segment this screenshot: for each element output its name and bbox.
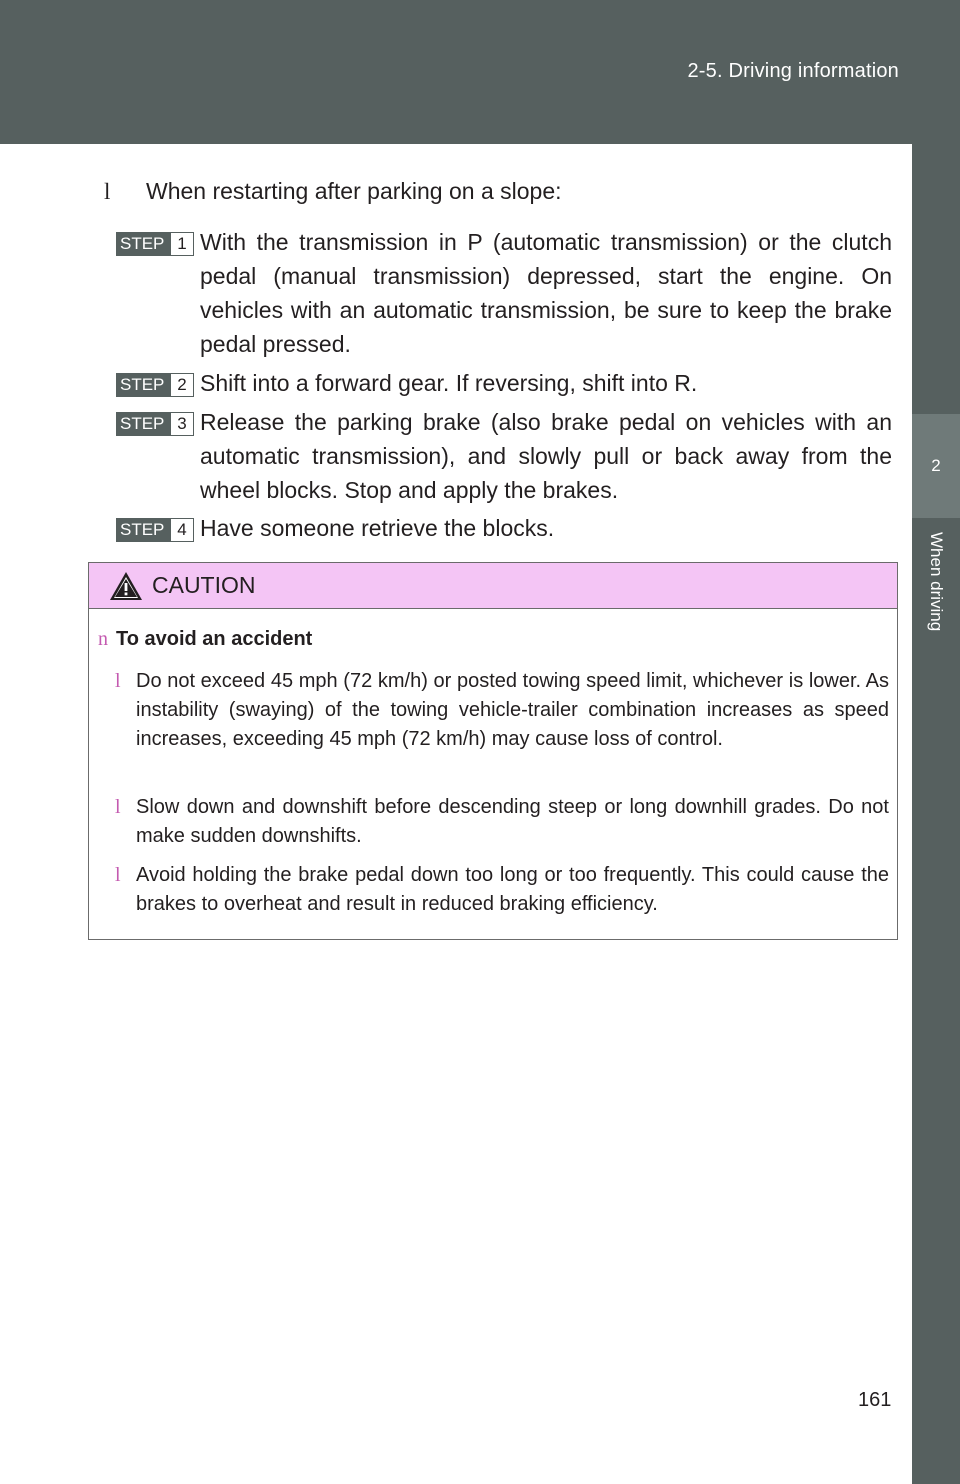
step-number: 3 — [170, 412, 194, 436]
step-number: 1 — [170, 232, 194, 256]
section-title: 2-5. Driving information — [687, 60, 899, 82]
page-number: 161 — [858, 1389, 892, 1411]
intro-text: When restarting after parking on a slope: — [146, 178, 562, 204]
heading-marker: n — [98, 628, 108, 650]
intro-bullet — [104, 178, 562, 205]
step-badge — [116, 412, 194, 436]
step-text: Release the parking brake (also brake pedal on vehicles with an automatic transmission), and slowly pull or back away from the wheel blocks. Stop and apply the brakes. — [200, 409, 892, 503]
step-badge — [116, 373, 194, 397]
step-number: 2 — [170, 373, 194, 397]
item-marker: l — [115, 670, 121, 692]
caution-header — [89, 563, 897, 609]
caution-box — [88, 562, 898, 940]
chapter-label: When driving — [927, 532, 946, 632]
step-label: STEP — [116, 412, 170, 436]
caution-item-text: Slow down and downshift before descending steep or long downhill grades. Do not make sudden downshifts. — [136, 796, 889, 847]
step-number: 4 — [170, 518, 194, 542]
step-label: STEP — [116, 232, 170, 256]
caution-subheading — [98, 628, 312, 651]
side-tab-upper — [912, 144, 960, 414]
step-label: STEP — [116, 518, 170, 542]
item-marker: l — [115, 796, 121, 818]
step-text: Have someone retrieve the blocks. — [200, 515, 555, 541]
step-text: Shift into a forward gear. If reversing, shift into R. — [200, 370, 698, 396]
page-header — [0, 0, 960, 144]
step-badge — [116, 518, 194, 542]
caution-title: CAUTION — [152, 572, 256, 598]
caution-heading-text: To avoid an accident — [116, 628, 313, 650]
bullet-marker: l — [104, 179, 111, 204]
caution-item-text: Do not exceed 45 mph (72 km/h) or posted towing speed limit, whichever is lower. As instability (swaying) of the towing vehicle-trailer combination increases as speed increases, exceeding 45 mph (72 km/h) may cause loss of control. — [136, 670, 889, 750]
item-marker: l — [115, 864, 121, 886]
step-text: With the transmission in P (automatic transmission) or the clutch pedal (manual transmission) depressed, start the engine. On vehicles with an automatic transmission, be sure to keep the brake pedal pressed. — [200, 229, 892, 357]
step-badge — [116, 232, 194, 256]
chapter-number-tab: 2 — [912, 414, 960, 518]
warning-triangle-icon — [109, 571, 143, 601]
caution-item-text: Avoid holding the brake pedal down too long or too frequently. This could cause the brakes to overheat and result in reduced braking efficiency. — [136, 864, 889, 915]
step-label: STEP — [116, 373, 170, 397]
